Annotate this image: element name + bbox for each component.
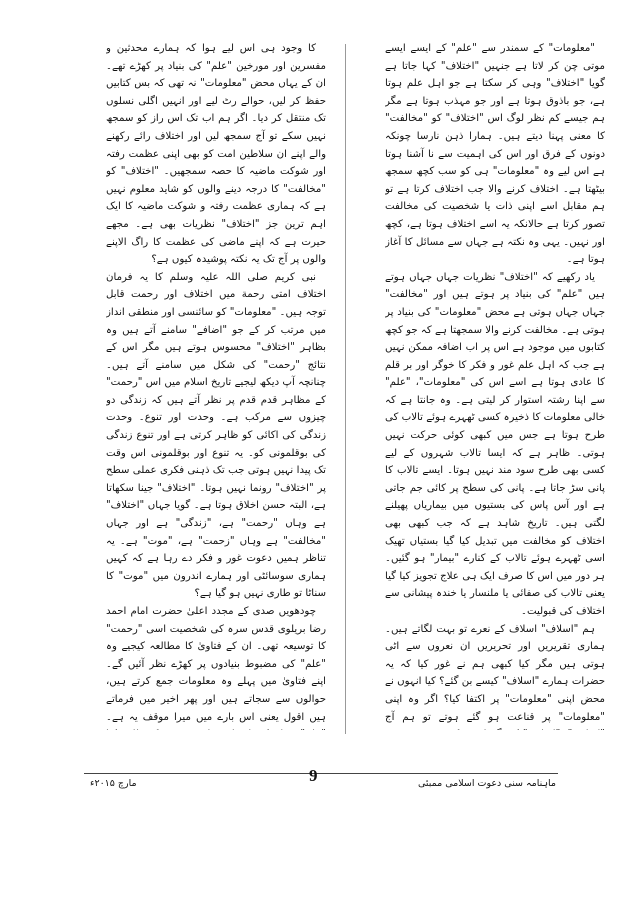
issue-date: مارچ ۲۰۱۵ء [90,778,137,789]
column-divider [345,44,346,734]
right-paragraph-2: یاد رکھیے کہ "اختلاف" نظریات جہاں جہاں ہوتے ہیں "علم" کی بنیاد پر ہوتے ہیں اور "مخالفت" جہاں جہاں ہوتی ہے محض "معلومات" کی بنیاد پر ہوتی ہے۔ مخالفت کرنے والا سمجھتا ہے کہ جو کچھ کتابوں میں موجود ہے اس پر اب اضافہ ممکن نہیں ہے جب کہ اہل علم غور و فکر کا خوگر اور بر قلم کا عادی ہوتا ہے اسے اس کی "معلومات"، "علم" سے اپنا رشتہ استوار کر لیتی ہے۔ وہ جانتا ہے کہ خالی معلومات کا ذخیرہ کسی ٹھہرے ہوئے تالاب کی طرح ہوتا ہے جس میں کبھی کوئی حرکت نہیں ہوتی۔ ظاہر ہے کہ ایسا تالاب شہروں کے لیے کسی بھی طرح سود مند نہیں ہوتا۔ ایسے تالاب کا پانی سڑ جاتا ہے۔ پانی کی سطح پر کائی جم جاتی ہے اور آس پاس کی بستیوں میں بیماریاں پھیلنے لگتی ہیں۔ تاریخ شاہد ہے کہ جب کبھی بھی اختلاف کو مخالفت میں تبدیل کیا گیا بستیاں تھیک اسی ٹھہرے ہوئے تالاب کے کنارے "بیمار" ہو گئیں۔ ہر دور میں اس کا صرف ایک ہی علاج تجویز کیا گیا یعنی تالاب کی صفائی یا ملنسار یا خندہ پیشانی سے اختلاف کی قبولیت۔ [385,271,605,617]
right-paragraph-1: "معلومات" کے سمندر سے "علم" کے ایسے ایسے موتی چن کر لاتا ہے جنہیں "اختلاف" کہا جاتا ہے گویا "اختلاف" وہی کر سکتا ہے جو اہل علم ہوتا ہے، جو باذوق ہوتا ہے اور جو مہذب ہوتا ہے مگر ہم جیسے کم نظر لوگ اس "اختلاف" کو "مخالفت" کا معنی پہنا دیتے ہیں۔ ہمارا ذہن نارسا چونکہ دونوں کے فرق اور اس کی اہمیت سے نا آشنا ہوتا ہے اس لیے وہ "معلومات" ہی کو سب کچھ سمجھ بیٹھتا ہے۔ اختلاف کرنے والا جب اختلاف کرتا ہے تو ہم مقابل اسے اپنی ذات یا شخصیت کی مخالفت تصور کرتا ہے حالانکہ یہ اسے اختلاف ہوتا ہے، کچھ اور نہیں۔ یہی وہ نکتہ ہے جہاں سے مسائل کا آغاز ہوتا ہے۔ [385,43,605,266]
page-number: 9 [309,766,318,785]
left-column [106,40,326,730]
footer-rule [84,773,558,774]
left-paragraph-3: چودھویں صدی کے مجدد اعلیٰ حضرت امام احمد رضا بریلوی قدس سرہ کی شخصیت اسی "رحمت" کا توسیعہ تھی۔ ان کے فتاویٰ کا مطالعہ کیجیے وہ "علم" کی مضبوط بنیادوں پر کھڑے نظر آئیں گے۔ اپنے فتاویٰ میں پہلے وہ معلومات جمع کرتے ہیں، حوالوں سے سجاتے ہیں اور پھر اخیر میں فرماتے ہیں اقول یعنی اس بارے میں میرا موقف یہ ہے۔ [106,606,326,723]
left-paragraph-2: نبی کریم صلی اللہ علیہ وسلم کا یہ فرمان اختلاف امتی رحمة میں اختلاف اور رحمت قابل توجہ ہیں۔ "معلومات" کو سائنسی اور منطقی انداز میں مرتب کر کے جو "اضافے" سامنے آتے ہیں وہ بظاہر "اختلاف" محسوس ہوتے ہیں مگر اس کے نتائج "رحمت" کی شکل میں سامنے آتے ہیں۔ چنانچہ آپ دیکھ لیجیے تاریخ اسلام میں اس "رحمت" کے مظاہر قدم قدم پر نظر آتے ہیں کہ زندگی دو چیزوں سے مرکب ہے۔ وحدت اور تنوع۔ وحدت زندگی کی اکائی کو ظاہر کرتی ہے اور تنوع زندگی کی بوقلمونی کو۔ یہ تنوع اور بوقلمونی اس وقت تک پیدا نہیں ہوتی جب تک ذہنی فکری عملی سطح پر "اختلاف" رونما نہیں ہوتا۔ "اختلاف" جینا سکھاتا ہے، البتہ حسن اخلاق ہوتا ہے۔ گویا جہاں "اختلاف" ہے وہاں "رحمت" ہے، "زندگی" ہے اور جہاں "مخالفت" ہے وہاں "زحمت" ہے، "موت" ہے۔ یہ تناظر ہمیں دعوت غور و فکر دے رہا ہے کہ کہیں ہماری سوسائٹی اور ہمارے اندرون میں "موت" کا سناٹا تو طاری نہیں ہو گیا ہے؟ [106,271,326,600]
magazine-name: ماہنامہ سنی دعوت اسلامی ممبئی [417,778,556,789]
right-column [385,40,605,730]
right-paragraph-3: ہم "اسلاف" اسلاف کے نعرے تو بہت لگاتے ہیں۔ ہماری تقریریں اور تحریریں ان نعروں سے اٹی ہوتی ہیں مگر کیا کبھی ہم نے غور کیا کہ یہ حضرات ہمارے "اسلاف" کیسے بن گئے؟ کیا انہوں نے محض اپنی "معلومات" پر اکتفا کیا؟ اگر وہ اپنی "معلومات" پر قناعت ہو گئے ہوتے تو ہم آج [385,623,605,723]
left-paragraph-1: کا وجود ہی اس لیے ہوا کہ ہمارے محدثین و مفسرین اور مورخین "علم" کی بنیاد پر کھڑے تھے۔ ان کے یہاں محض "معلومات" نہ تھی کہ بس کتابیں حفظ کر لیں، حوالے رٹ لیے اور انہیں اگلی نسلوں تک منتقل کر دیا۔ اگر ہم اب تک اس راز کو سمجھ نہیں سکے تو آج سمجھ لیں اور اختلاف رائے رکھنے والے اپنے ان سلاطین امت کو بھی اپنی عظمت رفتہ اور شوکت ماضیہ کا حصہ سمجھیں۔ "اختلاف" کو "مخالفت" کا درجہ دینے والوں کو شاید معلوم نہیں ہے کہ ہماری عظمت رفتہ و شوکت ماضیہ کا ایک اہم ترین جز "اختلاف" نظریات بھی ہے۔ مجھے حیرت ہے کہ اپنے ماضی کی عظمت کا راگ الاپنے والوں پر آج تک یہ نکتہ پوشیدہ کیوں ہے؟ [106,43,326,266]
